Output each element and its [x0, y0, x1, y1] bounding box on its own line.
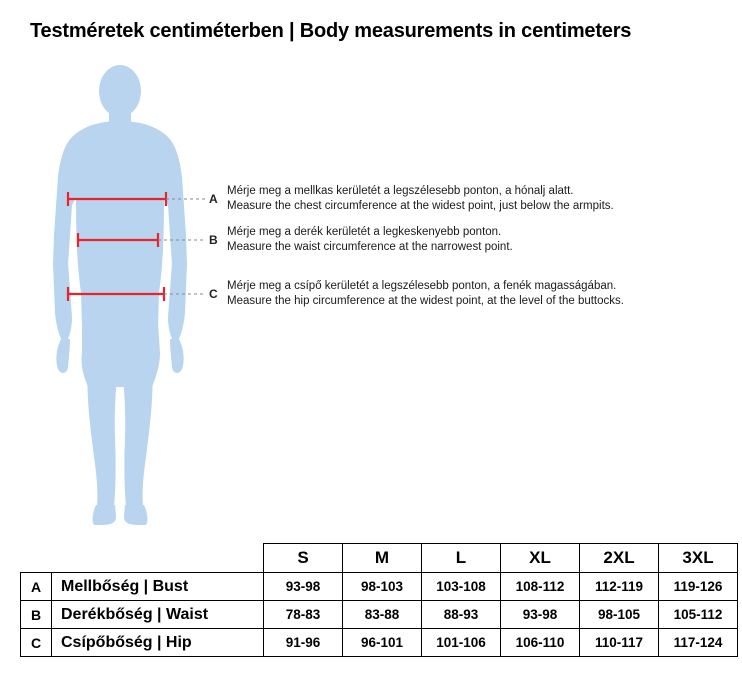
callout-a-en: Measure the chest circumference at the widest point, just below the armpits.: [227, 200, 614, 212]
table-row: [21, 601, 738, 629]
table-row: [21, 573, 738, 601]
callout-letter-c: C: [209, 287, 218, 301]
callout-b: [227, 225, 513, 255]
column-header-m: M: [343, 544, 422, 573]
column-header-xl: XL: [501, 544, 580, 573]
callout-letter-a: A: [209, 192, 218, 206]
cell-bust-l: 103-108: [422, 573, 501, 601]
cell-bust-xl: 108-112: [501, 573, 580, 601]
table-row: [21, 629, 738, 657]
table-header-row: [21, 544, 738, 573]
cell-bust-3xl: 119-126: [659, 573, 738, 601]
cell-hip-3xl: 117-124: [659, 629, 738, 657]
cell-waist-s: 78-83: [264, 601, 343, 629]
row-letter-b: B: [21, 601, 52, 629]
cell-waist-xl: 93-98: [501, 601, 580, 629]
page-title: Testméretek centiméterben | Body measurements in centimeters: [30, 20, 632, 42]
row-letter-c: C: [21, 629, 52, 657]
cell-hip-2xl: 110-117: [580, 629, 659, 657]
cell-bust-m: 98-103: [343, 573, 422, 601]
callout-a-hu: Mérje meg a mellkas kerületét a legszélesebb ponton, a hónalj alatt.: [227, 185, 574, 197]
cell-bust-2xl: 112-119: [580, 573, 659, 601]
callout-b-en: Measure the waist circumference at the narrowest point.: [227, 241, 513, 253]
size-table: [20, 543, 738, 657]
cell-hip-xl: 106-110: [501, 629, 580, 657]
callout-letter-b: B: [209, 233, 218, 247]
row-name-bust: Mellbőség | Bust: [52, 573, 264, 601]
callout-a: [227, 184, 614, 214]
cell-hip-l: 101-106: [422, 629, 501, 657]
callout-b-hu: Mérje meg a derék kerületét a legkeskenyebb ponton.: [227, 226, 502, 238]
column-header-s: S: [264, 544, 343, 573]
cell-waist-3xl: 105-112: [659, 601, 738, 629]
column-header-2xl: 2XL: [580, 544, 659, 573]
cell-hip-m: 96-101: [343, 629, 422, 657]
cell-bust-s: 93-98: [264, 573, 343, 601]
cell-waist-l: 88-93: [422, 601, 501, 629]
callout-c: [227, 279, 624, 309]
cell-hip-s: 91-96: [264, 629, 343, 657]
callout-c-hu: Mérje meg a csípő kerületét a legszélesebb ponton, a fenék magasságában.: [227, 280, 617, 292]
cell-waist-m: 83-88: [343, 601, 422, 629]
cell-waist-2xl: 98-105: [580, 601, 659, 629]
header-blank-letter: [21, 544, 52, 573]
column-header-l: L: [422, 544, 501, 573]
row-name-waist: Derékbőség | Waist: [52, 601, 264, 629]
row-name-hip: Csípőbőség | Hip: [52, 629, 264, 657]
column-header-3xl: 3XL: [659, 544, 738, 573]
body-silhouette-figure: [20, 65, 220, 530]
row-letter-a: A: [21, 573, 52, 601]
callout-c-en: Measure the hip circumference at the widest point, at the level of the buttocks.: [227, 295, 624, 307]
header-blank-name: [52, 544, 264, 573]
